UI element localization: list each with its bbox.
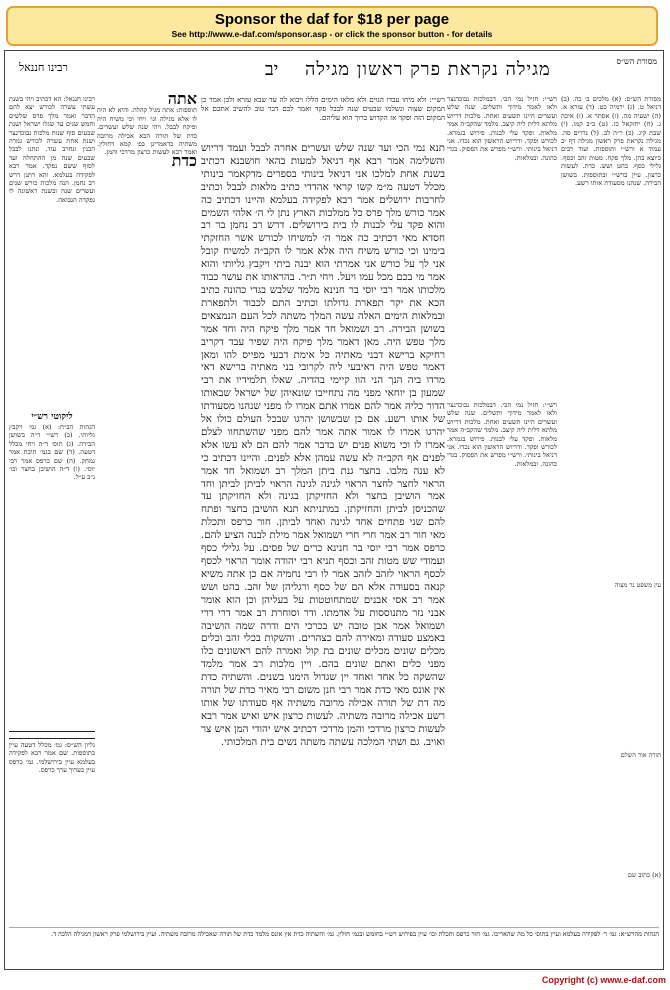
gilyon-hashas-column	[9, 741, 95, 921]
hagahot-text: הגהות הב״ח: (א) גמ׳ ויקבץ גליותי. (ב) רש״י ד״ה בשושן הבירה. (ג) תוס׳ ד״ה ויחי מכלל דטעה. (ד) שם בגמ׳ תיבת אמר נמחק. (ה) שם כרפס אמר רבי יוסי. (ו) ד״ה הושיבן בחצר וכו׳ נ״ב ע״ל.	[9, 423, 95, 482]
gemara-top-content: רש״י: ולא מיחו עבדו הגוים ולא מלאו הימים הללו ויבוא לה עד שבא עזרא ולכן אמר כן המקום שצוה ונשלמו שבעים שנה לבבל פקד ואמר לכם דבר טוב להשיב אתכם אל המקום הזה ופקד אז הקדוש ברוך הוא עליהם.	[201, 95, 445, 123]
rashi-text: רש״י: חזיל נמי הכי. דבמלכות נבוכדנצר ולאו לאמר מידוך ותשלים. שנה שלש ועשרים היינו תשעים ואחת. מלכות דריוש מלתא דלית ליה קיצב. מלמד שהקב״ה אמר מלאות. ופקד עלי לבנות. פירוש בגמרא. לכורש ופקד. ודריוש הראשון הוא נכדו. אני דניאל בינותי. ורש״י מפרש את הפסוק. בגדי כהונה. ובמלאות.	[447, 95, 557, 162]
side-note-citation: (א) כתוב שם	[627, 871, 661, 879]
rabbenu-heading: רבינו חננאל	[19, 61, 68, 74]
rashi-continued-column	[447, 401, 557, 921]
daf-number: יב	[265, 59, 279, 80]
page-title: מגילה נקראת פרק ראשון מגילה	[305, 59, 551, 80]
side-note-torah-or: תורה אור השלם	[620, 751, 661, 759]
gilyon-hashas-text: גליון הש״ס: גמ׳ מכלל דטעה עיין בתוספות. שם אמר רבא לפקידה בעלמא עיין בירושלמי. גמ׳ כרפס עיין בערוך ערך כרפס.	[9, 741, 95, 775]
sponsor-banner[interactable]	[6, 6, 658, 46]
footer-notes-text: הגהות מהרש״א: גמ׳ ר׳ לפקידה בעלמא ועיין בתוס׳ כל מה שהאריכו. גמ׳ חור כרפס ותכלת וכו׳ עיין בפירוש רש״י בחומש ובגמ׳ חולין. גמ׳ והשתיה כדת אין אונס מלמד כדת של תורה שאכילה מרובה משתיה. ועיין בירושלמי פרק ראשון דמגילה הלכה ד.	[51, 930, 659, 938]
rabbenu-chananel-text: רבינו חננאל: הא דכתיב ויהי בשנת עשתי עשרה לכורש יצא להם הדבר ואמר מלך פרס שלשים וחמש שנים עד שגלו ישראל ושנת שבעים סוף שנות מלכות נבוכדנצר ושנת אחת עשרה לכורש גמרה הבנין ונחרב עוד. ונתנו לבבל שבעים שנה מן ההתחלה ועד לסוף ששם נפקד. אמר רבא לפקידה בעלמא. והא דתנן דרש רב נחמן. הנה מלכות כורש שנים ועשרים שנה ובשנת ראשונה לו נפקדה הנבואה.	[9, 95, 95, 204]
side-note-ein-mishpat: עין משפט נר מצוה	[614, 581, 661, 589]
sponsor-banner-title: Sponsor the daf for $18 per page	[214, 11, 450, 28]
right-margin-text: מסורת הש״ס: (א) מלכים ב׳ כה. (ב) דניאל ט. (ג) ירמיה כט. (ד) עזרא א. (ה) ישעיה מה. (ו) אסתר א. (ז) איכה ג. (ח) יחזקאל כז. (ט) ב״ב קמו. (י) שבת קיג. (כ) ר״ה לב. (ל) נדרים סה. מגילה נקראת פרק ראשון מגילה דף יב עמוד א ורש״י ותוספות. ועוד רבים כיוצא בהן. מלך פקח. מטות זהב וכסף. גלילי כסף. בהט ושש. כדת. לעשות כרצון. עיין ברש״י ובתוספות. בשושן הבירה. שנהנו מסעודת אותו רשע.	[561, 95, 661, 188]
sponsor-banner-subtitle: See http://www.e-daf.com/sponsor.asp - or click the sponsor button - for details	[171, 29, 493, 39]
hagahot-heading: ליקוטי רש״י	[31, 412, 73, 422]
tosafot-column	[97, 95, 197, 345]
footer-notes	[9, 927, 659, 965]
rashi-column	[447, 95, 557, 395]
gemara-top-text	[201, 95, 445, 141]
rashi-continued-text: רש״י: חזיל נמי הכי. דבמלכות נבוכדנצר ולאו לאמר מידוך ותשלים. שנה שלש ועשרים היינו תשעים ואחת. מלכות דריוש מלתא דלית ליה קיצב. מלמד שהקב״ה אמר מלאות. ופקד עלי לבנות. פירוש בגמרא. לכורש ופקד. ודריוש הראשון הוא נכדו. אני דניאל בינותי. ורש״י מפרש את הפסוק. בגדי כהונה. ובמלאות.	[447, 401, 557, 468]
page-header	[5, 53, 663, 91]
gemara-column	[201, 143, 445, 923]
tosafot-opening-word: אתה	[167, 95, 197, 108]
tosafot-second-word: כדת	[171, 150, 197, 170]
section-divider	[9, 731, 95, 739]
mesoret-heading: מסורת הש״ס	[616, 57, 657, 66]
right-margin-column	[561, 95, 661, 963]
talmud-page	[4, 50, 664, 970]
tosafot-text: תוספות: אתה מגיל קהלה. והיא לא היה לו אלא מגילה וגו׳ ויחי וכי משיח היה ופיקח לבבל. ויהי שנה שלש ועשרים. כדת של תורה הכא אכילה מרובה משתיה כדאמרינן בפ׳ קמא דחולין. ואמר רבא לעשות כרצון מרדכי והמן.	[97, 106, 197, 157]
hagahot-column	[9, 423, 95, 723]
gemara-text: תנא נמי הכי ועד שנה שלש ועשרים אחרה לבבל ועמד דריוש והשלימה אמר רבא אף דניאל למעות בהאי חושבנא דכתיב בשנת אחת למלכו אני דניאל בינותי בספרים מדקאמר בינותי מכלל דטעה מ״מ קשו קראי אהדדי כתיב מלאות לבבל וכתיב לחרבות ירושלים אמר רבא לפקידה בעלמא והיינו דכתיב כה אמר כורש מלך פרס כל ממלכות הארץ נתן לי ה׳ אלהי השמים והוא פקד עלי לבנות לו בית בירושלים. דרש רב נחמן בר רב חסדא מאי דכתיב כה אמר ה׳ למשיחו לכורש אשר החזקתי בימינו וכי כורש משיח היה אלא אמר לו הקב״ה למשיח קובל אני לך על כורש אני אמרתי הוא יבנה ביתי ויקבץ גליותי והוא אמר מי בכם מכל עמו ויעל. ויחי ת״ר. בהראותו את עושר כבוד מלכותו אמר רבי יוסי בר חנינא מלמד שלבש בגדי כהונה כתיב הכא את יקר תפארת גדולתו וכתיב התם לכבוד ולתפארת ובמלאות הימים האלה עשה המלך משתה לכל העם הנמצאים בשושן הבירה. רב ושמואל חד אמר מלך פיקח היה וחד אמר מלך טפש היה. מאן דאמר מלך פיקח היה שפיר עבד דקריב רחיקא ברישא דבני מאתיה כל אימת דבעי מפייס להו ומאן דאמר טפש היה דאיבעי ליה לקרובי בני מאתיה ברישא דאי מרדו ביה הנך הני הוו קיימי בהדיה. שאלו תלמידיו את רבי שמעון בן יוחאי מפני מה נתחייבו שונאיהן של ישראל שבאותו הדור כליה אמר להם אמרו אתם אמרו לו מפני שנהנו מסעודתו של אותו רשע. אם כן שבשושן יהרגו שבכל העולם כולו אל יהרגו אמרו לו אמור אתה אמר להם מפני שהשתחוו לצלם אמרו לו וכי משוא פנים יש בדבר אמר להם הם לא עשו אלא לפנים אף הקב״ה לא עשה עמהן אלא לפנים. והיינו דכתיב כי לא ענה מלבו. בחצר גנת ביתן המלך רב ושמואל חד אמר הראוי לחצר לחצר הראוי לגינה לגינה הראוי לביתן לביתן וחד אמר הושיבן בחצר ולא החזיקתן בגינה ולא החזיקתן עד שהכניסן לביתן והחזיקתן. במתניתא תנא הושיבן בחצר ופתח להם שני פתחים אחד לגינה ואחד לביתן. חור כרפס ותכלת מאי חור רב אמר חרי חרי ושמואל אמר מילת לבנה הציע להם. כרפס אמר רבי יוסי בר חנינא כרים של פסים. על גלילי כסף ועמודי שש מטות זהב וכסף תניא רבי יהודה אומר הראוי לכסף לכסף הראוי לזהב לזהב אמר לו רבי נחמיה אם כן אתה משיא קנאה בסעודה אלא הם של כסף ורגליהן של זהב. בהט ושש אמר רב אסי אבנים שמתחוטטות על בעליהן וכן הוא אומר אבני נזר מתנוססות על אדמתו. ודר וסוחרת רב אמר דרי דרי ושמואל אמר אבן טובה יש בכרכי הים ודרה שמה הושיבה באמצע סעודה ומאירה להם כצהרים. והשקות בכלי זהב וכלים מכלים שונים מכלים שונים בת קול ואמרה להם ראשונים כלו מפני כלים ואתם שונים בהם. ויין מלכות רב אמר מלמד שהשקה כל אחד ואחד יין שגדול הימנו בשנים. והשתיה כדת אין אונס מאי כדת אמר רבי חנן משום רבי מאיר כדת של תורה מה דת של תורה אכילה מרובה משתיה אף סעודתו של אותו רשע אכילה מרובה משתיה. לעשות כרצון איש ואיש אמר רבא לעשות כרצון מרדכי והמן מרדכי דכתיב איש יהודי המן איש צר ואויב. גם ושתי המלכה עשתה משתה נשים בית המלכותי.	[201, 143, 445, 748]
copyright-notice: Copyright (c) www.e-daf.com	[541, 975, 666, 985]
